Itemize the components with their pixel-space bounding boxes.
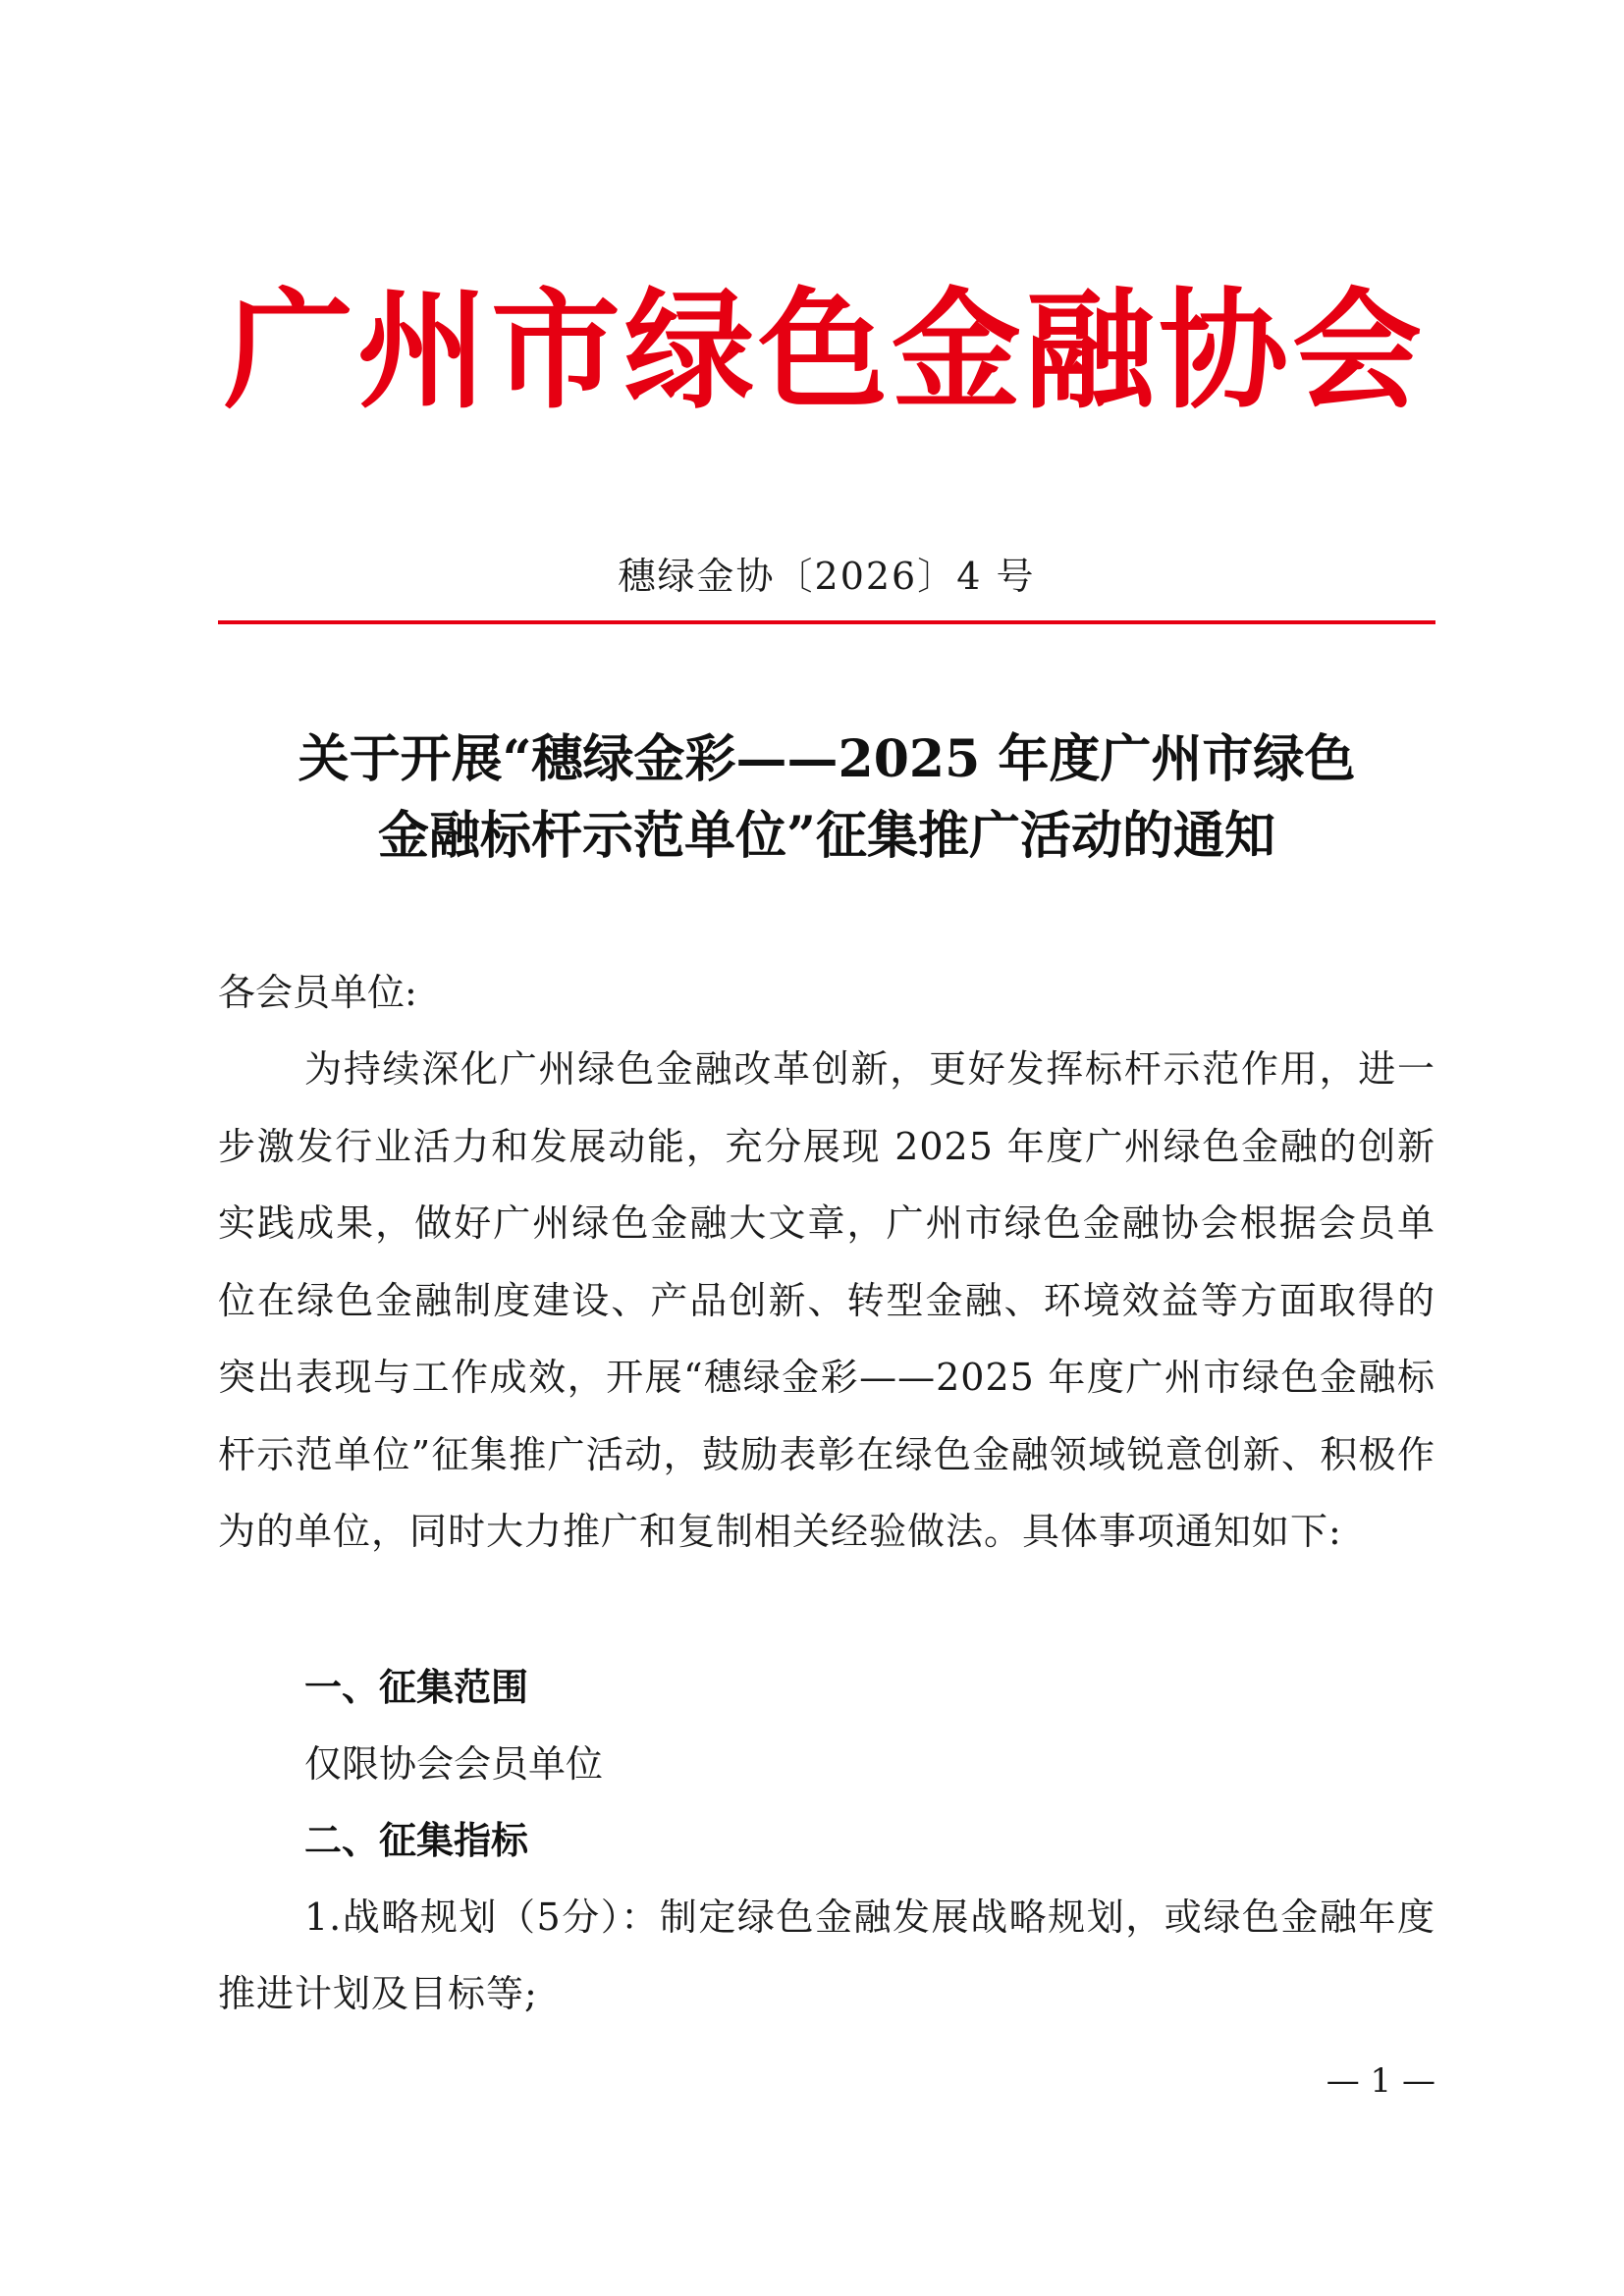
section-1-text: 仅限协会会员单位 [304, 1742, 604, 1786]
organization-header: 广州市绿色金融协会 [224, 276, 1426, 427]
salutation: 各会员单位: [218, 971, 417, 1014]
section-1-heading: 一、征集范围 [304, 1666, 529, 1709]
indicator-item-1: 1.战略规划（5分）：制定绿色金融发展战略规划，或绿色金融年度推进计划及目标等; [218, 1896, 1435, 2015]
page-number: — 1 — [1326, 2061, 1435, 2101]
section-2-heading: 二、征集指标 [304, 1819, 529, 1862]
document-title [218, 721, 1435, 875]
title-line-2: 金融标杆示范单位”征集推广活动的通知 [378, 806, 1275, 866]
red-divider-line [218, 620, 1435, 624]
title-line-1: 关于开展“穗绿金彩——2025 年度广州市绿色 [298, 729, 1356, 789]
intro-paragraph: 为持续深化广州绿色金融改革创新，更好发挥标杆示范作用，进一步激发行业活力和发展动能，充分展现 2025 年度广州绿色金融的创新实践成果，做好广州绿色金融大文章，广州市绿色金融协会根据会员单位在绿色金融制度建设、产品创新、转型金融、环境效益等方面取得的突出表现与工作成效，开展“穗绿金彩——2025 年度广州市绿色金融标杆示范单位”征集推广活动，鼓励表彰在绿色金融领域锐意创新、积极作为的单位，同时大力推广和复制相关经验做法。具体事项通知如下: [218, 1047, 1435, 1553]
document-number: 穗绿金协〔2026〕4 号 [618, 555, 1036, 598]
